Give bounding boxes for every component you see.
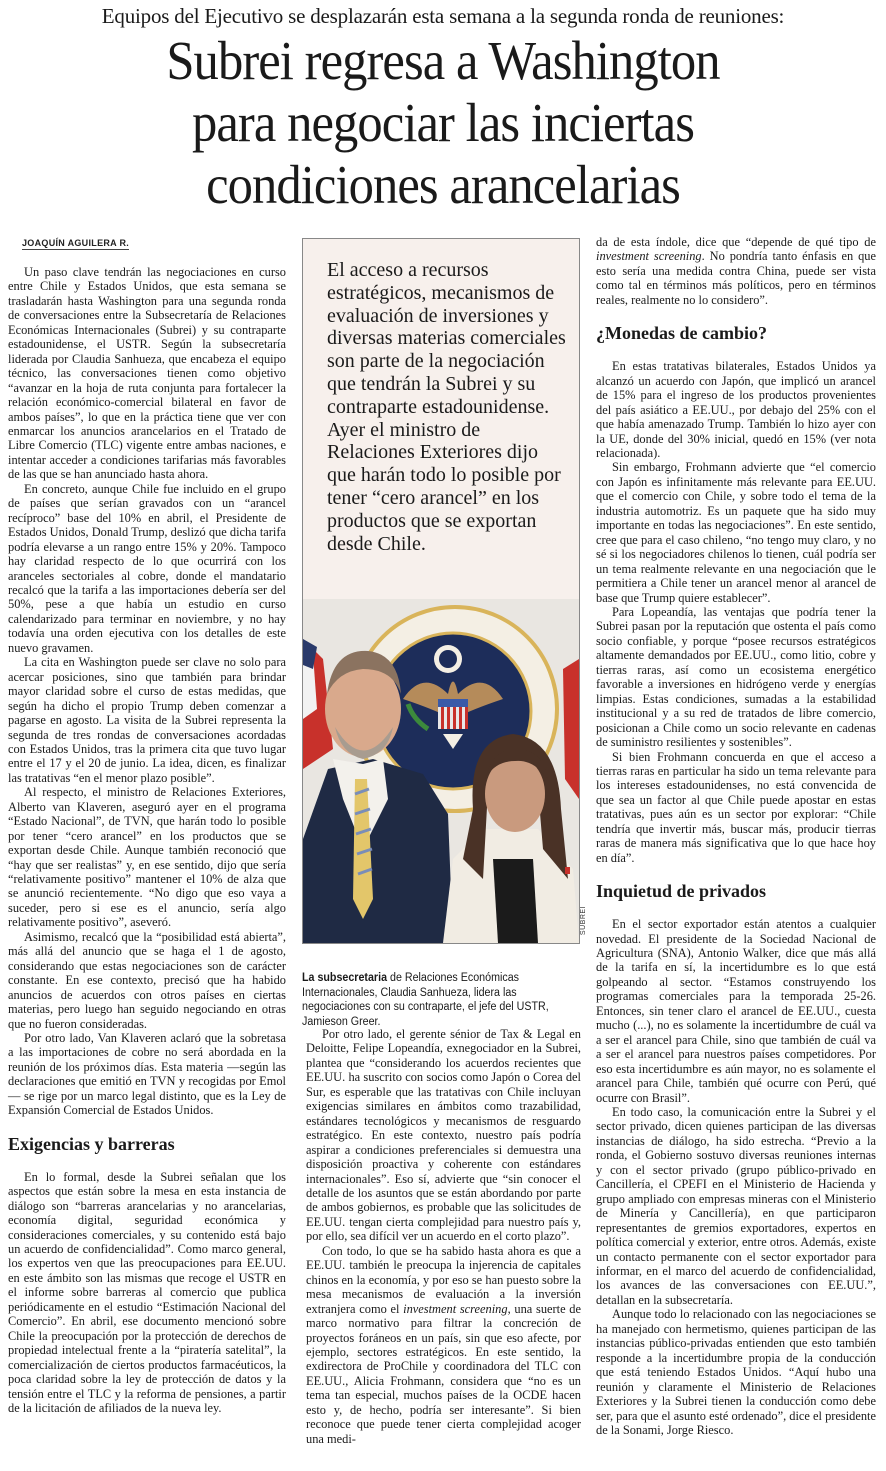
text-run: . No pondría tanto énfasis en que esto sería una medida contra China, puede ser vista como tal en términos más políticos, pero en términos reales, realmente no lo considero”.: [596, 249, 876, 307]
paragraph: Sin embargo, Frohmann advierte que “el comercio con Japón es infinitamente más relevante para EE.UU. que el comercio con Chile, y sobre todo el tema de la industria automotriz. Es un paquete que ha sido muy importante en todas las negociaciones”. En este sentido, cree que para el caso chileno, “no tengo muy claro, y no sé si los negociadores chilenos lo tienen, cuál podría ser un tema realmente relevante en una negociación que le permitiera a Chile tener un arancel menor al arancel de base que Trump quiere establecer”.: [596, 460, 876, 605]
paragraph: Por otro lado, el gerente sénior de Tax & Legal en Deloitte, Felipe Lopeandía, exnegociador en la Subrei, plantea que “considerando los acuerdos recientes que EE.UU. ha suscrito con socios como Japón o Corea del Sur, es esperable que las tratativas con Chile incluyan exigencias similares en ámbitos como trazabilidad, estándares tecnológicos y mecanismos de resguardo estratégico. En este contexto, nuestro país podría aspirar a condiciones preferenciales si demuestra una disposición proactiva y coherente con estándares internacionales”. Eso sí, advierte que “sin conocer el detalle de los asuntos que se están abordando por parte de ambos gobiernos, es probable que las solicitudes de EE.UU. tengan cierta complejidad para nuestro país y, por ello, sea difícil ver un acuerdo en el corto plazo”.: [306, 1027, 581, 1244]
italic-term: investment screening: [596, 249, 702, 264]
subhead-inquietud: Inquietud de privados: [596, 881, 767, 902]
italic-term: investment screening: [403, 1301, 508, 1316]
photo-caption: [302, 971, 581, 1029]
chile-flag-icon: [563, 659, 579, 799]
paragraph: La cita en Washington puede ser clave no solo para acercar posiciones, sino que también para brindar mayor claridad sobre el curso de estas medidas, que según ha dicho el propio Trump deben comenzar a pagarse en agosto. La visita de la Subrei representa la segunda de tres rondas de conversaciones acordadas con Estados Unidos, tras la primera cita que tuvo lugar entre el 17 y el 20 de junio. La idea, dicen, es finalizar las tratativas “en el menor plazo posible”.: [8, 655, 286, 785]
paragraph: [306, 1244, 581, 1446]
article-kicker: Equipos del Ejecutivo se desplazarán esta semana a la segunda ronda de reuniones:: [101, 4, 785, 28]
caption-text: de Relaciones Económicas Internacionales, Claudia Sanhueza, lidera las negociaciones con su contraparte, el jefe del USTR, Jamieson Greer.: [302, 972, 549, 1028]
paragraph: En concreto, aunque Chile fue incluido en el grupo de países que serían gravados con un “arancel recíproco” base del 10% en abril, el Presidente de Estados Unidos, Donald Trump, deslizó que dicha tarifa podría elevarse a un rango entre 15% y 20%. Tampoco hay claridad respecto de lo que ocurrirá con los aranceles sectoriales al cobre, donde el mandatario recalcó que la tarifa a las importaciones debería ser del 50%, pese a que había un estudio en curso calendarizado para terminar en noviembre, y no hay todavía una orden ejecutiva con los detalles de este nuevo gravamen.: [8, 481, 286, 655]
paragraph: Asimismo, recalcó que la “posibilidad está abierta”, más allá del anuncio que se haga el 1 de agosto, considerando que estas negociaciones son de carácter constante. En ese contexto, precisó que ha habido anuncios de acuerdos con otros países en ciertas materias, pero luego han seguido negociando en otras que no fueron consideradas.: [8, 929, 286, 1031]
byline: JOAQUÍN AGUILERA R.: [22, 238, 130, 248]
photo-credit: SUBREI: [580, 906, 587, 936]
paragraph: Por otro lado, Van Klaveren aclaró que la sobretasa a las importaciones de cobre no será abordada en la reunión de los próximos días. Esta materia —según las declaraciones que emitió en TVN y recogidas por Emol— se rige por un marco legal distinto, que es la Ley de Expansión Comercial de Estados Unidos.: [8, 1031, 286, 1118]
column-3: [596, 235, 876, 1437]
paragraph: Al respecto, el ministro de Relaciones Exteriores, Alberto van Klaveren, aseguró ayer en el programa “Estado Nacional”, de TVN, que harán todo lo posible por tener “cero arancel” en los productos que se exportan desde Chile. Aunque también reconoció que “hay que ser realistas” y, en ese sentido, dijo que sería “relativamente positivo” mantener el 10% de alza que se anunció recientemente. “No digo que eso vaya a suceder, pero si ese es el anuncio, sería algo relativamente positivo”, aseveró.: [8, 785, 286, 930]
paragraph: En el sector exportador están atentos a cualquier novedad. El presidente de la Sociedad Nacional de Agricultura (SNA), Antonio Walker, dice que más allá de la tarifa en sí, la incertidumbre es lo que está golpeando al sector. “Estamos construyendo los programas comerciales para la temporada 25-26. Entonces, sin tener claro el arancel de EE.UU., cuesta mucho (...), no es solamente la incertidumbre de cuál va a ser el arancel para Chile, sino que también de cuál va a ser el arancel para nuestros países competidores. Por eso esta incertidumbre es aún mayor, no es solamente el arancel para Chile, también qué ocurre con Perú, qué ocurre con Brasil”.: [596, 917, 876, 1105]
text-run: da de esta índole, dice que “depende de qué tipo de: [596, 235, 876, 249]
pull-quote: El acceso a recursos estratégicos, mecanismos de evaluación de inversiones y diversas materias comerciales son parte de la negociación que tendrán la Subrei y su contraparte estadounidense. Ayer el ministro de Relaciones Exteriores dijo que harán todo lo posible por tener “cero arancel” en los productos que se exportan desde Chile.: [327, 259, 566, 555]
paragraph: En todo caso, la comunicación entre la Subrei y el sector privado, dicen quienes participan de las diversas instancias de diálogo, ha sido estrecha. “Previo a la ronda, el Gobierno sostuvo diversas reuniones internas y con el sector privado (grupo público-privado en Cancillería, el CPEFI en el Ministerio de Hacienda y grupo ampliado con empresas mineras con el Ministerio de Minería y Cancillería), en que participaron representantes de gremios exportadores, expertos en política comercial y exterior, entre otros. Además, existe un contacto permanente con el sector exportador para informar, en el marco del acuerdo de confidencialidad, los avances de las conversaciones con EE.UU.”, detallan en la subsecretaría.: [596, 1105, 876, 1307]
paragraph: En estas tratativas bilaterales, Estados Unidos ya alcanzó un acuerdo con Japón, que implicó un arancel de 15% para el ingreso de los productos provenientes del país asiático a EE.UU., por debajo del 25% con el que había amenazado Trump. También lo hizo ayer con la UE, donde del 30% inicial, quedó en 15% (ver nota relacionada).: [596, 359, 876, 460]
paragraph: Un paso clave tendrán las negociaciones en curso entre Chile y Estados Unidos, que esta semana se trasladarán hasta Washington para una segunda ronda de conversaciones entre la Subsecretaría de Relaciones Económicas Internacionales (Subrei) y su contraparte estadounidense, el USTR. Según la subsecretaría liderada por Claudia Sanhueza, que encabeza el equipo técnico, las conversaciones tienen como objetivo “avanzar en la hoja de ruta conjunta para fortalecer la relación económico-comercial bilateral en favor de ambos países”, lo que en la práctica tiene que ver con enmarcar los anuncios arancelarios en el Tratado de Libre Comercio (TLC) vigente entre ambas naciones, e intentar acceder a condiciones tarifarias más favorables de las que se han anunciado hasta ahora.: [8, 265, 286, 482]
news-photo: [303, 599, 579, 943]
headline-line-2: para negociar las inciertas: [192, 92, 694, 153]
photo-illustration: [303, 599, 579, 943]
paragraph: [596, 235, 876, 307]
text-run: Con todo, lo que se ha sabido hasta ahora es que a EE.UU. también le preocupa la injerencia de capitales chinos en la economía, y por eso se han puesto sobre la mesa mecanismos de evaluación a la inversión extranjera como el: [306, 1243, 581, 1316]
paragraph: Si bien Frohmann concuerda en que el acceso a tierras raras en particular ha sido un tema relevante para los intereses estadounidenses, no está convencida de que sea un factor al que Chile puede apostar en estas tratativas, pues aún es un sector por explorar: “Chile tendría que invertir más, buscar más, producir tierras raras de manera más significativa que lo que hace hoy en día”.: [596, 749, 876, 865]
column-2: [306, 1027, 581, 1446]
paragraph: Para Lopeandía, las ventajas que podría tener la Subrei pasan por la reputación que ostenta el país como socio confiable, y porque “posee recursos estratégicos altamente demandados por EE.UU., como litio, cobre y tierras raras, así como un ecosistema energético favorable a inversiones en hidrógeno verde y energías limpias. Estas condiciones, sumadas a la estabilidad institucional y a su red de tratados de libre comercio, posicionan a Chile como un socio relevante en cadenas de suministro resilientes y sostenibles”.: [596, 604, 876, 750]
headline-line-3: condiciones arancelarias: [206, 154, 680, 215]
subhead-monedas: ¿Monedas de cambio?: [596, 323, 767, 344]
paragraph: En lo formal, desde la Subrei señalan que los aspectos que están sobre la mesa en esta instancia de diálogo son “barreras arancelarias y no arancelarias, economía digital, seguridad económica y consideraciones comerciales, y su contenido está bajo un acuerdo de confidencialidad”. Como marco general, los expertos ven que las preocupaciones para EE.UU. en este ámbito son las mismas que recoge el USTR en el informe sobre barreras al comercio que publica periódicamente en el estudio “Estimación Nacional del Comercio”. En abril, ese documento mencionó sobre Chile la preocupación por la protección de derechos de propiedad intelectual frente a la “piratería satelital”, la comercialización de ciertos productos farmacéuticos, la poca claridad sobre la ley de protección de datos y la tensión entre el TLC y la reforma de pensiones, a partir de la licitación de afiliados de la nueva ley.: [8, 1169, 286, 1415]
article-headline: [35, 30, 850, 216]
subhead-exigencias: Exigencias y barreras: [8, 1133, 175, 1154]
caption-lead: La subsecretaria: [302, 972, 388, 984]
sidebar-box: [302, 238, 580, 944]
paragraph: Aunque todo lo relacionado con las negociaciones se ha manejado con hermetismo, quienes participan de las instancias público-privadas entienden que esto también responde a la incertidumbre propia de la conducción que está teniendo Estados Unidos. “Aquí hubo una reunión y claramente el Ministerio de Relaciones Exteriores y la Subrei tienen la conducción como debe ser, para que el asunto esté ordenado”, dice el presidente de la Sonami, Jorge Riesco.: [596, 1307, 876, 1437]
column-1: [8, 265, 286, 1415]
text-run: , una suerte de marco normativo para filtrar la concreción de proyectos foráneos en un país, sin que eso afecte, por ejemplo, sectores estratégicos. En este sentido, la exdirectora de ProChile y coordinadora del TLC con EE.UU., Alicia Frohmann, considera que “no es un tema tan especial, muchos países de la OCDE hacen esto y, de hecho, podría ser interesante”. Si bien reconoce que puede tener cierta complejidad acoger una medi-: [306, 1301, 582, 1446]
headline-line-1: Subrei regresa a Washington: [166, 30, 720, 91]
